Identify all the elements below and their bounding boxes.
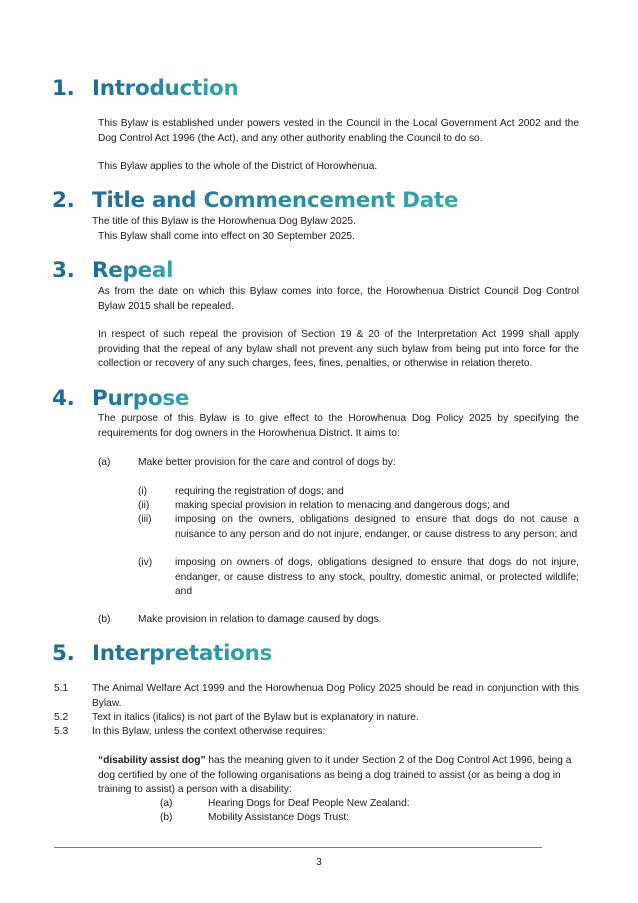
list-item-text: Make better provision for the care and control of dogs by: [138,457,396,468]
section-title: Interpretations [92,641,273,666]
purpose-intro: The purpose of this Bylaw is to give effect to the Horowhenua Dog Policy 2025 by specifying the requirements for dog owners in the Horowhenua District. It aims to: [98,413,579,439]
list-marker: (b) [98,614,111,625]
section-number: 2. [52,188,75,213]
definition-disability-assist-dog [98,754,579,798]
sublist-item-text: imposing on the owners, obligations designed to ensure that dogs do not cause a nuisance to any person and do not injure, endanger, or cause distress to any person; and [175,514,579,540]
sublist-item-text: requiring the registration of dogs; and [175,486,344,497]
clause-number: 5.1 [54,683,69,694]
org-marker: (a) [160,798,173,809]
section-number: 1. [52,76,75,101]
section-number: 3. [52,258,75,283]
title-paragraph-2: This Bylaw shall come into effect on 30 September 2025. [98,231,355,242]
intro-paragraph-1: This Bylaw is established under powers vested in the Council in the Local Government Act 2002 and the Dog Control Act 1996 (the Act), and any other authority enabling the Council to do so. [98,118,579,144]
sublist-item-text: making special provision in relation to menacing and dangerous dogs; and [175,500,510,511]
org-text: Mobility Assistance Dogs Trust: [208,812,349,823]
definition-text: has the meaning given to it under Section 2 of the Dog Control Act 1996, being a dog certified by one of the following organisations as being a dog trained to assist (or as being a dog in training to assist) a person with a disability: [98,755,572,796]
section-heading-interpretations [52,641,272,666]
clause-number: 5.3 [54,726,69,737]
repeal-paragraph-1: As from the date on which this Bylaw comes into force, the Horowhenua District Council Dog Control Bylaw 2015 shall be repealed. [98,286,579,312]
sublist-marker: (i) [138,486,148,497]
org-marker: (b) [160,812,173,823]
org-text: Hearing Dogs for Deaf People New Zealand: [208,798,410,809]
clause-text: In this Bylaw, unless the context otherwise requires: [92,726,326,737]
footer-divider [54,847,542,848]
section-heading-introduction [52,76,239,101]
clause-number: 5.2 [54,712,69,723]
section-number: 4. [52,386,75,411]
list-item-text: Make provision in relation to damage caused by dogs. [138,614,382,625]
section-title: Purpose [92,386,190,411]
clause-text: Text in italics (italics) is not part of the Bylaw but is explanatory in nature. [92,712,419,723]
clause-text: The Animal Welfare Act 1999 and the Horowhenua Dog Policy 2025 should be read in conjunction with this Bylaw. [92,683,579,709]
section-title: Title and Commencement Date [92,188,459,213]
section-heading-title-commencement [52,188,458,213]
section-heading-purpose [52,386,189,411]
definition-term: “disability assist dog” [98,755,206,766]
section-number: 5. [52,641,75,666]
title-paragraph-1: The title of this Bylaw is the Horowhenua Dog Bylaw 2025. [92,216,356,227]
section-heading-repeal [52,258,173,283]
section-title: Introduction [92,76,239,101]
sublist-marker: (iv) [138,557,153,568]
sublist-item-text: imposing on owners of dogs, obligations designed to ensure that dogs do not injure, endanger, or cause distress to any stock, poultry, domestic animal, or protected wildlife; and [175,557,579,598]
list-marker: (a) [98,457,111,468]
section-title: Repeal [92,258,174,283]
intro-paragraph-2: This Bylaw applies to the whole of the District of Horowhenua. [98,161,378,172]
sublist-marker: (iii) [138,514,152,525]
page-number: 3 [316,857,322,868]
repeal-paragraph-2: In respect of such repeal the provision of Section 19 & 20 of the Interpretation Act 1999 shall apply providing that the repeal of any bylaw shall not prevent any such bylaw from being put into force for the collection or recovery of any such charges, fees, fines, penalties, or otherwise in relation thereto. [98,329,579,370]
sublist-marker: (ii) [138,500,150,511]
